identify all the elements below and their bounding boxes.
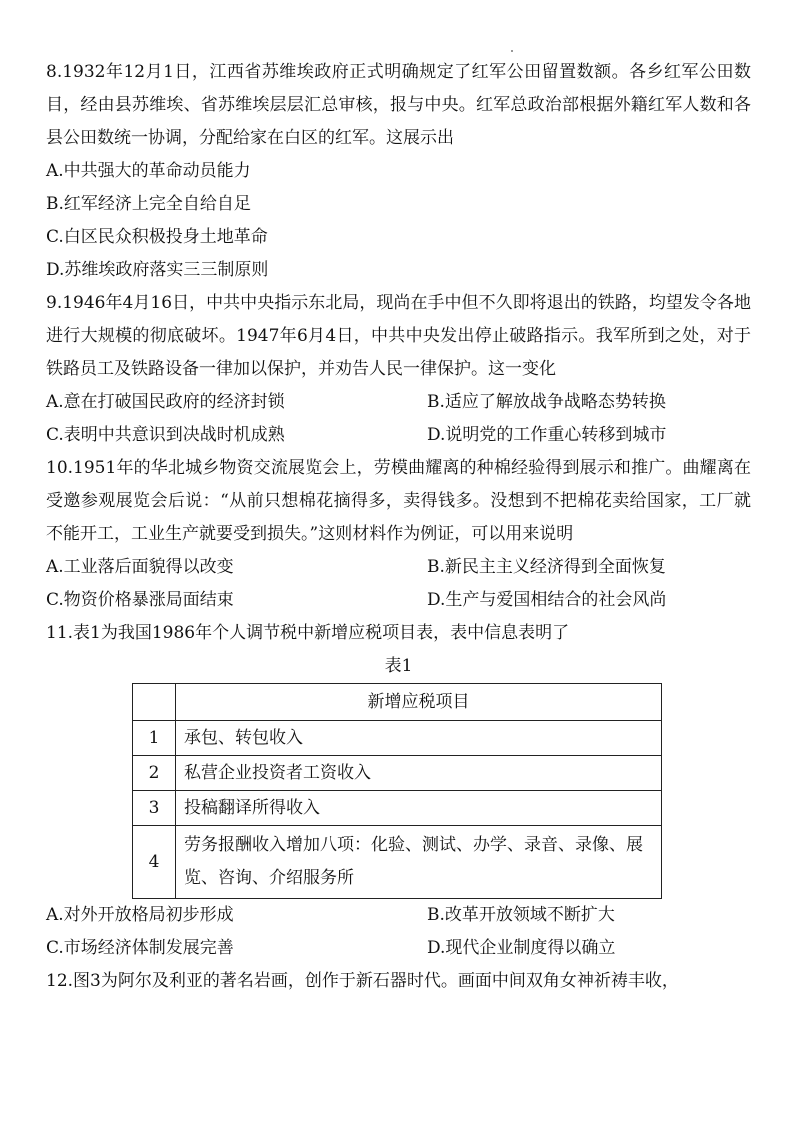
question-8-option-a: A.中共强大的革命动员能力 (46, 161, 251, 181)
table-header-item: 新增应税项目 (176, 684, 662, 721)
question-9-options-row-2 (46, 419, 751, 452)
question-10 (46, 452, 751, 617)
question-8-option-d: D.苏维埃政府落实三三制原则 (46, 260, 269, 280)
table-row (133, 791, 662, 826)
exam-page (46, 56, 751, 998)
question-11-option-c: C.市场经济体制发展完善 (46, 938, 234, 958)
question-9-option-c: C.表明中共意识到决战时机成熟 (46, 425, 285, 445)
table-header-number (133, 684, 176, 721)
table-cell-item: 投稿翻译所得收入 (176, 791, 662, 826)
table-cell-number: 1 (133, 721, 176, 756)
scan-speck (511, 50, 513, 52)
question-11-option-b: B.改革开放领域不断扩大 (427, 905, 615, 925)
question-11-options-row-1 (46, 899, 751, 932)
question-9 (46, 287, 751, 452)
question-10-options-row-2 (46, 584, 751, 617)
question-8-option-b: B.红军经济上完全自给自足 (46, 194, 251, 214)
question-10-option-b: B.新民主主义经济得到全面恢复 (427, 557, 666, 577)
question-9-stem: 9.1946年4月16日，中共中央指示东北局，现尚在手中但不久即将退出的铁路，均望发令各地进行大规模的彻底破坏。1947年6月4日，中共中央发出停止破路指示。我军所到之处，对于铁路员工及铁路设备一律加以保护，并劝告人民一律保护。这一变化 (46, 293, 751, 379)
question-9-option-b: B.适应了解放战争战略态势转换 (427, 392, 666, 412)
table-caption: 表1 (384, 656, 413, 676)
table-cell-item: 私营企业投资者工资收入 (176, 756, 662, 791)
tax-items-table (132, 683, 662, 899)
table-cell-number: 2 (133, 756, 176, 791)
question-11-stem: 11.表1为我国1986年个人调节税中新增应税项目表，表中信息表明了 (46, 623, 570, 643)
table-header-row (133, 684, 662, 721)
question-11-option-d: D.现代企业制度得以确立 (427, 938, 616, 958)
question-10-option-a: A.工业落后面貌得以改变 (46, 557, 234, 577)
question-11-option-a: A.对外开放格局初步形成 (46, 905, 234, 925)
question-10-option-c: C.物资价格暴涨局面结束 (46, 590, 234, 610)
table-row (133, 826, 662, 899)
question-12-stem: 12.图3为阿尔及利亚的著名岩画，创作于新石器时代。画面中间双角女神祈祷丰收， (46, 971, 679, 991)
question-10-stem: 10.1951年的华北城乡物资交流展览会上，劳模曲耀离的种棉经验得到展示和推广。曲耀离在受邀参观展览会后说：“从前只想棉花摘得多，卖得钱多。没想到不把棉花卖给国家，工厂就不能开工，工业生产就要受到损失。”这则材料作为例证，可以用来说明 (46, 458, 751, 544)
table-row (133, 756, 662, 791)
question-8-option-c: C.白区民众积极投身土地革命 (46, 227, 268, 247)
table-cell-number: 3 (133, 791, 176, 826)
table-cell-number: 4 (133, 826, 176, 899)
question-11 (46, 617, 751, 965)
question-8 (46, 56, 751, 287)
question-12 (46, 965, 751, 998)
question-9-options-row-1 (46, 386, 751, 419)
table-row (133, 721, 662, 756)
question-9-option-a: A.意在打破国民政府的经济封锁 (46, 392, 285, 412)
question-8-stem: 8.1932年12月1日，江西省苏维埃政府正式明确规定了红军公田留置数额。各乡红军公田数目，经由县苏维埃、省苏维埃层层汇总审核，报与中央。红军总政治部根据外籍红军人数和各县公田数统一协调，分配给家在白区的红军。这展示出 (46, 62, 751, 148)
table-cell-item: 劳务报酬收入增加八项：化验、测试、办学、录音、录像、展览、咨询、介绍服务所 (176, 826, 662, 899)
table-cell-item: 承包、转包收入 (176, 721, 662, 756)
question-11-options-row-2 (46, 932, 751, 965)
question-10-option-d: D.生产与爱国相结合的社会风尚 (427, 590, 667, 610)
question-9-option-d: D.说明党的工作重心转移到城市 (427, 425, 667, 445)
question-10-options-row-1 (46, 551, 751, 584)
